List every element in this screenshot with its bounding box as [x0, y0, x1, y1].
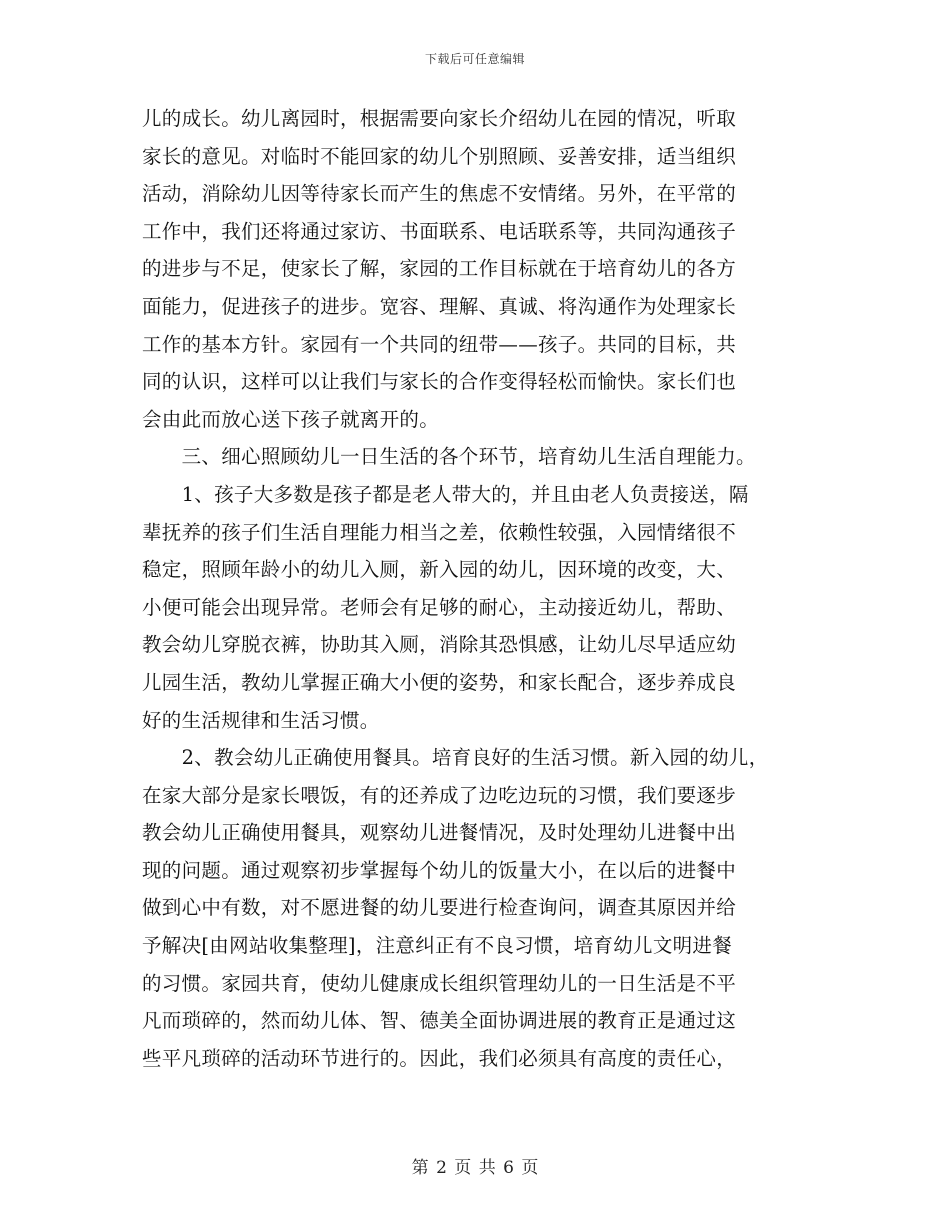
- text-line: 在家大部分是家长喂饭，有的还养成了边吃边玩的习惯，我们要逐步: [142, 783, 737, 807]
- text-line: 的习惯。家园共育，使幼儿健康成长组织管理幼儿的一日生活是不平: [142, 971, 737, 995]
- page-number-footer: 第 2 页 共 6 页: [411, 1158, 539, 1178]
- text-line: 好的生活规律和生活习惯。: [142, 708, 380, 732]
- document-body: [142, 100, 818, 1077]
- text-line: 工作的基本方针。家园有一个共同的纽带——孩子。共同的目标，共: [142, 332, 737, 356]
- text-line: 的进步与不足，使家长了解，家园的工作目标就在于培育幼儿的各方: [142, 257, 737, 281]
- text-line: 会由此而放心送下孩子就离开的。: [142, 407, 440, 431]
- text-line: 稳定，照顾年龄小的幼儿入厕，新入园的幼儿，因环境的改变，大、: [142, 558, 737, 582]
- text-line: 2、教会幼儿正确使用餐具。培育良好的生活习惯。新入园的幼儿，: [142, 746, 769, 770]
- text-line: 予解决[由网站收集整理]，注意纠正有不良习惯，培育幼儿文明进餐: [142, 934, 733, 958]
- text-line: 些平凡琐碎的活动环节进行的。因此，我们必须具有高度的责任心，: [142, 1046, 737, 1070]
- text-line: 教会幼儿正确使用餐具，观察幼儿进餐情况，及时处理幼儿进餐中出: [142, 821, 737, 845]
- text-line: 家长的意见。对临时不能回家的幼儿个别照顾、妥善安排，适当组织: [142, 144, 737, 168]
- text-line: 儿的成长。幼儿离园时，根据需要向家长介绍幼儿在园的情况，听取: [142, 107, 737, 130]
- text-line: 辈抚养的孩子们生活自理能力相当之差，依赖性较强，入园情绪很不: [142, 520, 737, 544]
- section-heading: 三、细心照顾幼儿一日生活的各个环节，培育幼儿生活自理能力。: [142, 445, 756, 469]
- text-line: 做到心中有数，对不愿进餐的幼儿要进行检查询问，调查其原因并给: [142, 896, 737, 920]
- page-header-note: 下载后可任意编辑: [424, 52, 525, 66]
- text-line: 现的问题。通过观察初步掌握每个幼儿的饭量大小，在以后的进餐中: [142, 858, 737, 882]
- text-line: 工作中，我们还将通过家访、书面联系、电话联系等，共同沟通孩子: [142, 219, 737, 243]
- text-line: 面能力，促进孩子的进步。宽容、理解、真诚、将沟通作为处理家长: [142, 294, 737, 318]
- text-line: 同的认识，这样可以让我们与家长的合作变得轻松而愉快。家长们也: [142, 370, 737, 394]
- text-line: 1、孩子大多数是孩子都是老人带大的，并且由老人负责接送，隔: [142, 482, 749, 506]
- text-line: 小便可能会出现异常。老师会有足够的耐心，主动接近幼儿，帮助、: [142, 595, 737, 619]
- text-line: 教会幼儿穿脱衣裤，协助其入厕，消除其恐惧感，让幼儿尽早适应幼: [142, 633, 737, 657]
- text-line: 儿园生活，教幼儿掌握正确大小便的姿势，和家长配合，逐步养成良: [142, 670, 737, 694]
- text-line: 活动，消除幼儿因等待家长而产生的焦虑不安情绪。另外，在平常的: [142, 182, 737, 206]
- text-line: 凡而琐碎的，然而幼儿体、智、德美全面协调进展的教育正是通过这: [142, 1009, 737, 1033]
